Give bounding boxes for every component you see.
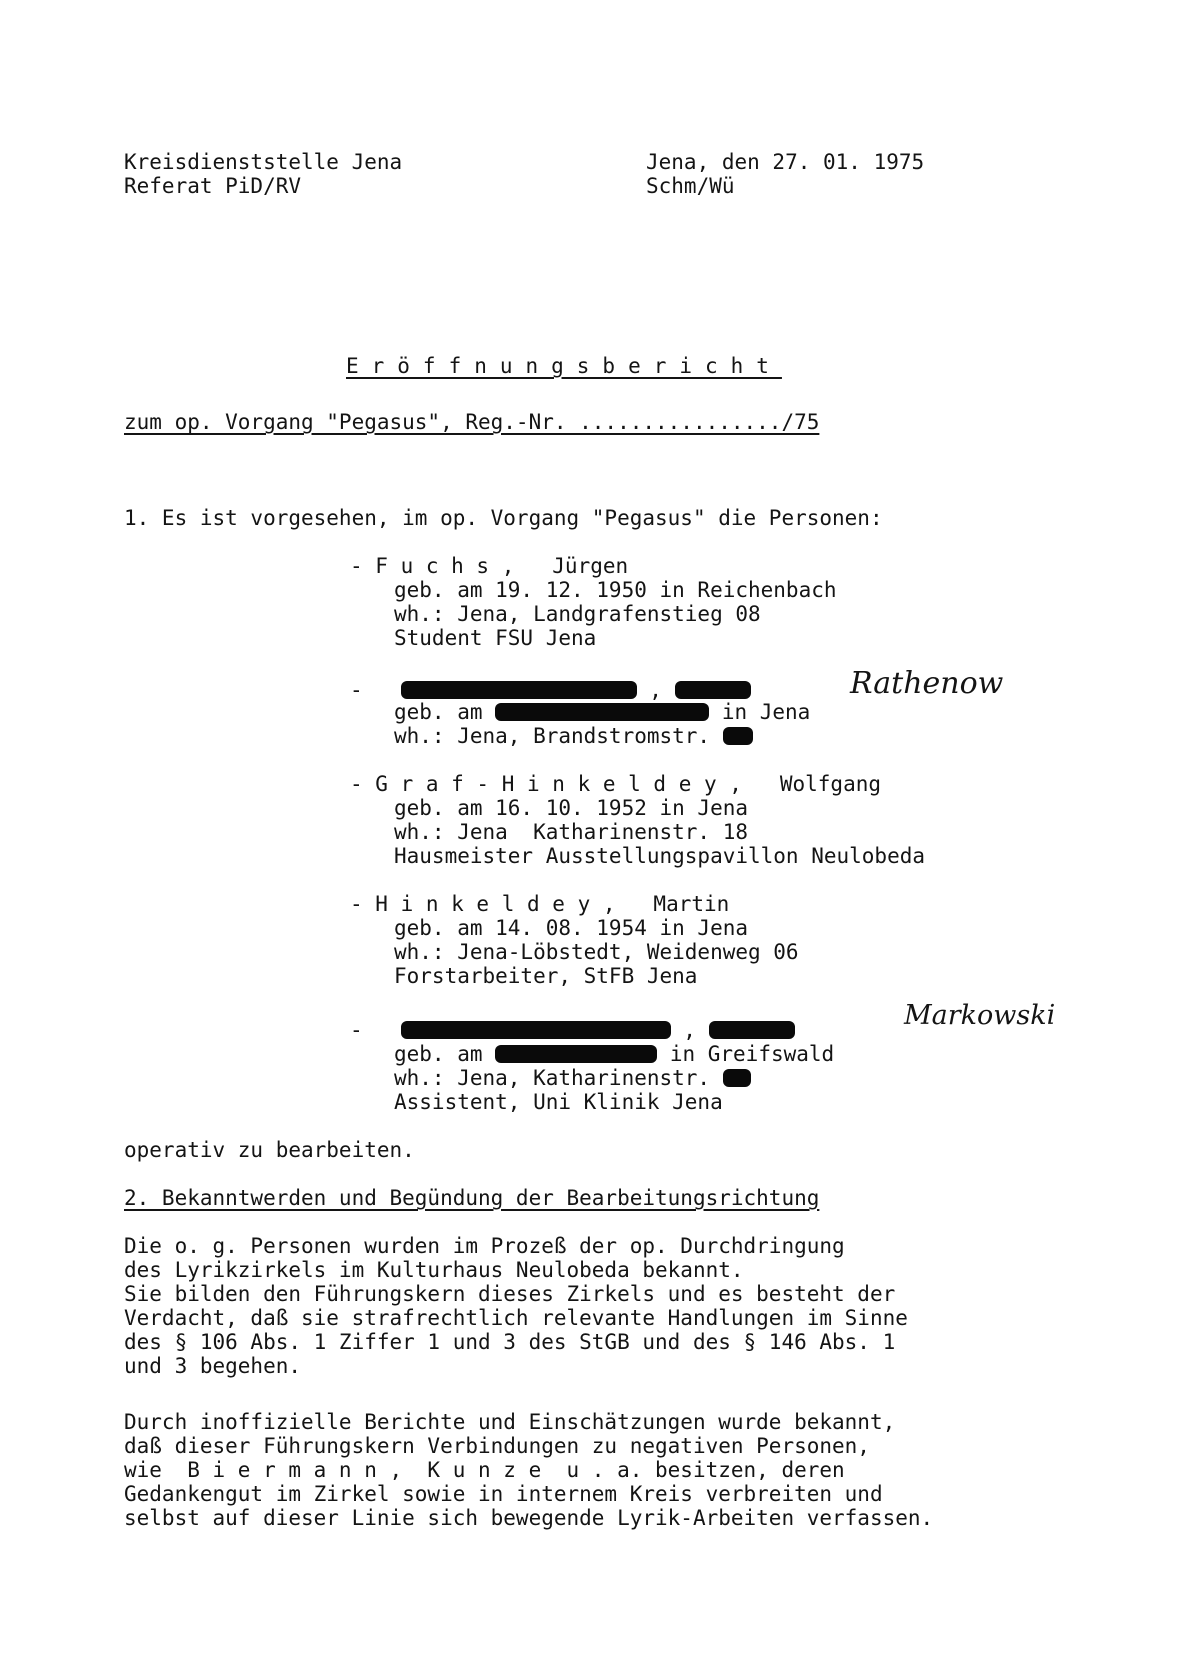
handwritten-annotation: Markowski: [904, 1000, 1056, 1031]
person2-birth-suffix: in Jena: [721, 700, 811, 724]
person3-occupation: Hausmeister Ausstellungspavillon Neulobeda: [394, 844, 926, 868]
redaction-bar: [723, 1069, 751, 1087]
person5-dash: -: [350, 1018, 363, 1042]
paragraph-line: des Lyrikzirkels im Kulturhaus Neulobeda bekannt.: [124, 1258, 744, 1282]
redaction-bar: [723, 727, 753, 745]
document-title: Eröffnungsbericht: [346, 354, 782, 378]
redaction-bar: [401, 681, 637, 699]
person3-address: wh.: Jena Katharinenstr. 18: [394, 820, 749, 844]
person4-birth: geb. am 14. 08. 1954 in Jena: [394, 916, 749, 940]
section1-intro: 1. Es ist vorgesehen, im op. Vorgang "Pegasus" die Personen:: [124, 506, 883, 530]
redaction-bar: [401, 1021, 671, 1039]
handwritten-annotation: Rathenow: [850, 666, 1004, 701]
paragraph-line: daß dieser Führungskern Verbindungen zu negativen Personen,: [124, 1434, 870, 1458]
person1-address: wh.: Jena, Landgrafenstieg 08: [394, 602, 761, 626]
person2-address: wh.: Jena, Brandstromstr.: [394, 724, 711, 748]
person4-name: - H i n k e l d e y , Martin: [350, 892, 730, 916]
paragraph-line: wie B i e r m a n n , K u n z e u . a. besitzen, deren: [124, 1458, 845, 1482]
paragraph-line: des § 106 Abs. 1 Ziffer 1 und 3 des StGB und des § 146 Abs. 1: [124, 1330, 896, 1354]
person1-name: - F u c h s , Jürgen: [350, 554, 629, 578]
paragraph-line: Die o. g. Personen wurden im Prozeß der op. Durchdringung: [124, 1234, 845, 1258]
redaction-bar: [495, 1045, 657, 1063]
person2-dash: -: [350, 678, 363, 702]
office-department: Referat PiD/RV: [124, 174, 302, 198]
paragraph-line: Gedankengut im Zirkel sowie in internem Kreis verbreiten und: [124, 1482, 883, 1506]
person5-address: wh.: Jena, Katharinenstr.: [394, 1066, 711, 1090]
person5-birth-suffix: in Greifswald: [669, 1042, 835, 1066]
document-reference: Schm/Wü: [646, 174, 735, 198]
office-name: Kreisdienststelle Jena: [124, 150, 403, 174]
person1-occupation: Student FSU Jena: [394, 626, 597, 650]
person5-address-line: [394, 1066, 751, 1090]
person5-birth-line: [394, 1042, 834, 1066]
redaction-bar: [495, 703, 709, 721]
document-date: Jena, den 27. 01. 1975: [646, 150, 925, 174]
redaction-bar: [675, 681, 751, 699]
section2-heading: 2. Bekanntwerden und Begündung der Bearbeitungsrichtung: [124, 1186, 820, 1210]
person5-name-line: - ,: [350, 1018, 795, 1042]
person5-occupation: Assistent, Uni Klinik Jena: [394, 1090, 723, 1114]
person2-name-line: - ,: [350, 678, 751, 702]
person2-birth-line: [394, 700, 810, 724]
person3-birth: geb. am 16. 10. 1952 in Jena: [394, 796, 749, 820]
paragraph-line: selbst auf dieser Linie sich bewegende Lyrik-Arbeiten verfassen.: [124, 1506, 934, 1530]
person1-birth: geb. am 19. 12. 1950 in Reichenbach: [394, 578, 837, 602]
person5-birth-prefix: geb. am: [394, 1042, 483, 1066]
person4-occupation: Forstarbeiter, StFB Jena: [394, 964, 698, 988]
redaction-bar: [709, 1021, 795, 1039]
person3-name: - G r a f - H i n k e l d e y , Wolfgang: [350, 772, 882, 796]
paragraph-line: Sie bilden den Führungskern dieses Zirkels und es besteht der: [124, 1282, 896, 1306]
paragraph-line: und 3 begehen.: [124, 1354, 302, 1378]
person4-address: wh.: Jena-Löbstedt, Weidenweg 06: [394, 940, 799, 964]
person2-birth-prefix: geb. am: [394, 700, 483, 724]
paragraph-line: Durch inoffizielle Berichte und Einschätzungen wurde bekannt,: [124, 1410, 896, 1434]
document-subtitle: zum op. Vorgang "Pegasus", Reg.-Nr. ................/75: [124, 410, 820, 434]
paragraph-line: Verdacht, daß sie strafrechtlich relevante Handlungen im Sinne: [124, 1306, 908, 1330]
person2-address-line: [394, 724, 753, 748]
section1-closing: operativ zu bearbeiten.: [124, 1138, 415, 1162]
